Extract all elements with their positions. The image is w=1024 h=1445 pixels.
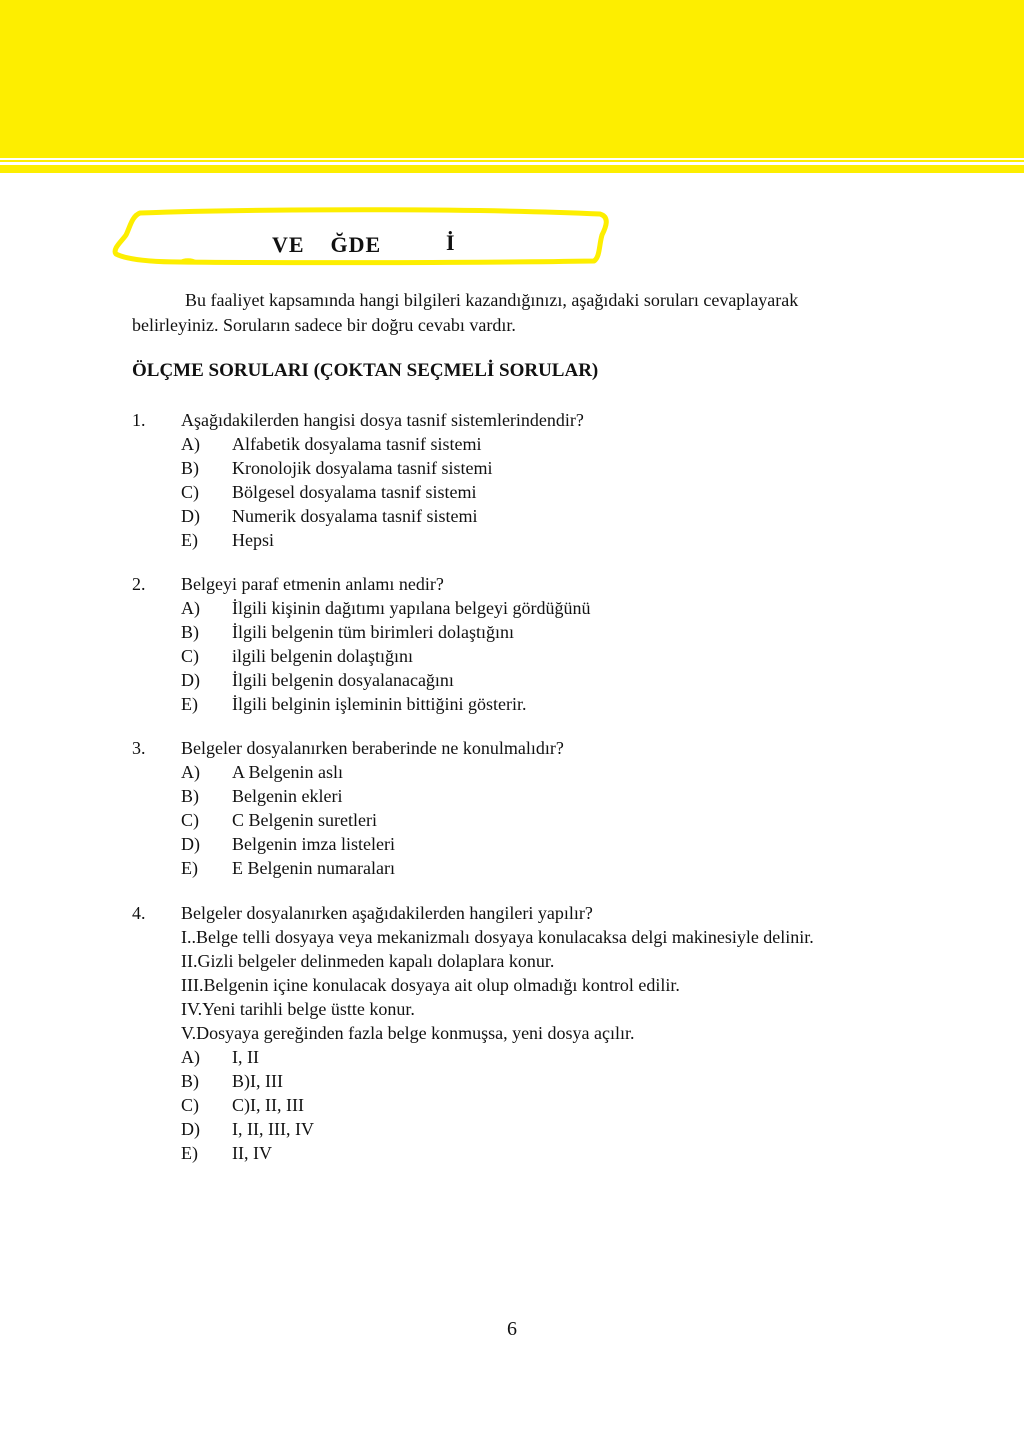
activity-title-suffix: İ [446, 230, 455, 255]
option-text: Bölgesel dosyalama tasnif sistemi [232, 482, 477, 502]
option-letter: C) [181, 646, 199, 666]
answer-option [181, 1093, 877, 1117]
question-text: Aşağıdakilerden hangisi dosya tasnif sistemlerindendir? [181, 410, 584, 430]
option-text: I, II [232, 1047, 259, 1067]
answer-option [181, 808, 877, 832]
option-letter: D) [181, 670, 200, 690]
option-letter: A) [181, 598, 200, 618]
answer-option [181, 1045, 877, 1069]
option-letter: A) [181, 1047, 200, 1067]
answer-option [181, 432, 877, 456]
answer-option [181, 620, 877, 644]
option-text: Hepsi [232, 530, 274, 550]
question-4 [132, 901, 877, 1165]
option-text: Kronolojik dosyalama tasnif sistemi [232, 458, 493, 478]
answer-option [181, 1141, 877, 1165]
option-text: A Belgenin aslı [232, 762, 343, 782]
option-text: İlgili belgenin dosyalanacağını [232, 670, 454, 690]
question-number: 3. [132, 738, 146, 758]
question-number: 2. [132, 574, 146, 594]
answer-option [181, 596, 877, 620]
option-text: Belgenin ekleri [232, 786, 343, 806]
answer-option [181, 1117, 877, 1141]
page-number: 6 [507, 1318, 517, 1340]
answer-option [181, 856, 877, 880]
option-letter: E) [181, 858, 198, 878]
answer-option [181, 480, 877, 504]
header-yellow-band [0, 0, 1024, 158]
option-text: Numerik dosyalama tasnif sistemi [232, 506, 478, 526]
question-text: Belgeler dosyalanırken aşağıdakilerden hangileri yapılır? [181, 903, 593, 923]
option-letter: B) [181, 786, 199, 806]
statement-item: II.Gizli belgeler delinmeden kapalı dolaplara konur. [181, 951, 555, 971]
header-divider-line [0, 160, 1024, 162]
option-text: ilgili belgenin dolaştığını [232, 646, 413, 666]
question-number: 4. [132, 903, 146, 923]
question-text: Belgeler dosyalanırken beraberinde ne konulmalıdır? [181, 738, 564, 758]
option-letter: A) [181, 762, 200, 782]
option-text: II, IV [232, 1143, 272, 1163]
option-text: İlgili belgenin tüm birimleri dolaştığını [232, 622, 514, 642]
answer-option [181, 528, 877, 552]
answer-option [181, 456, 877, 480]
option-letter: E) [181, 694, 198, 714]
option-text: I, II, III, IV [232, 1119, 314, 1139]
option-letter: B) [181, 622, 199, 642]
option-text: C Belgenin suretleri [232, 810, 377, 830]
answer-option [181, 1069, 877, 1093]
statement-item: I..Belge telli dosyaya veya mekanizmalı dosyaya konulacaksa delgi makinesiyle delinir. [181, 927, 814, 947]
answer-option [181, 832, 877, 856]
option-letter: B) [181, 458, 199, 478]
option-letter: D) [181, 834, 200, 854]
answer-option [181, 760, 877, 784]
statement-item: V.Dosyaya gereğinden fazla belge konmuşsa, yeni dosya açılır. [181, 1023, 635, 1043]
option-text: C)I, II, III [232, 1095, 304, 1115]
option-text: İlgili belginin işleminin bittiğini gösterir. [232, 694, 527, 714]
option-letter: D) [181, 506, 200, 526]
option-text: E Belgenin numaraları [232, 858, 395, 878]
section-heading: ÖLÇME SORULARI (ÇOKTAN SEÇMELİ SORULAR) [132, 360, 599, 381]
answer-option [181, 504, 877, 528]
option-letter: C) [181, 1095, 199, 1115]
option-letter: C) [181, 482, 199, 502]
option-text: Alfabetik dosyalama tasnif sistemi [232, 434, 482, 454]
option-letter: A) [181, 434, 200, 454]
answer-option [181, 644, 877, 668]
question-1 [132, 408, 877, 552]
option-letter: B) [181, 1071, 199, 1091]
header-yellow-strip [0, 165, 1024, 173]
question-3 [132, 736, 877, 880]
answer-option [181, 668, 877, 692]
statement-item: IV.Yeni tarihli belge üstte konur. [181, 999, 415, 1019]
answer-option [181, 784, 877, 808]
activity-title: VE ĞDE [272, 232, 382, 257]
option-letter: C) [181, 810, 199, 830]
option-text: Belgenin imza listeleri [232, 834, 395, 854]
question-text: Belgeyi paraf etmenin anlamı nedir? [181, 574, 444, 594]
option-text: İlgili kişinin dağıtımı yapılana belgeyi gördüğünü [232, 598, 591, 618]
question-number: 1. [132, 410, 146, 430]
option-letter: E) [181, 1143, 198, 1163]
statement-item: III.Belgenin içine konulacak dosyaya ait olup olmadığı kontrol edilir. [181, 975, 680, 995]
answer-option [181, 692, 877, 716]
option-letter: D) [181, 1119, 200, 1139]
option-letter: E) [181, 530, 198, 550]
question-2 [132, 572, 877, 716]
intro-paragraph: Bu faaliyet kapsamında hangi bilgileri kazandığınızı, aşağıdaki soruları cevaplayarak belirleyiniz. Soruların sadece bir doğru cevabı vardır. [132, 290, 799, 335]
option-text: B)I, III [232, 1071, 283, 1091]
